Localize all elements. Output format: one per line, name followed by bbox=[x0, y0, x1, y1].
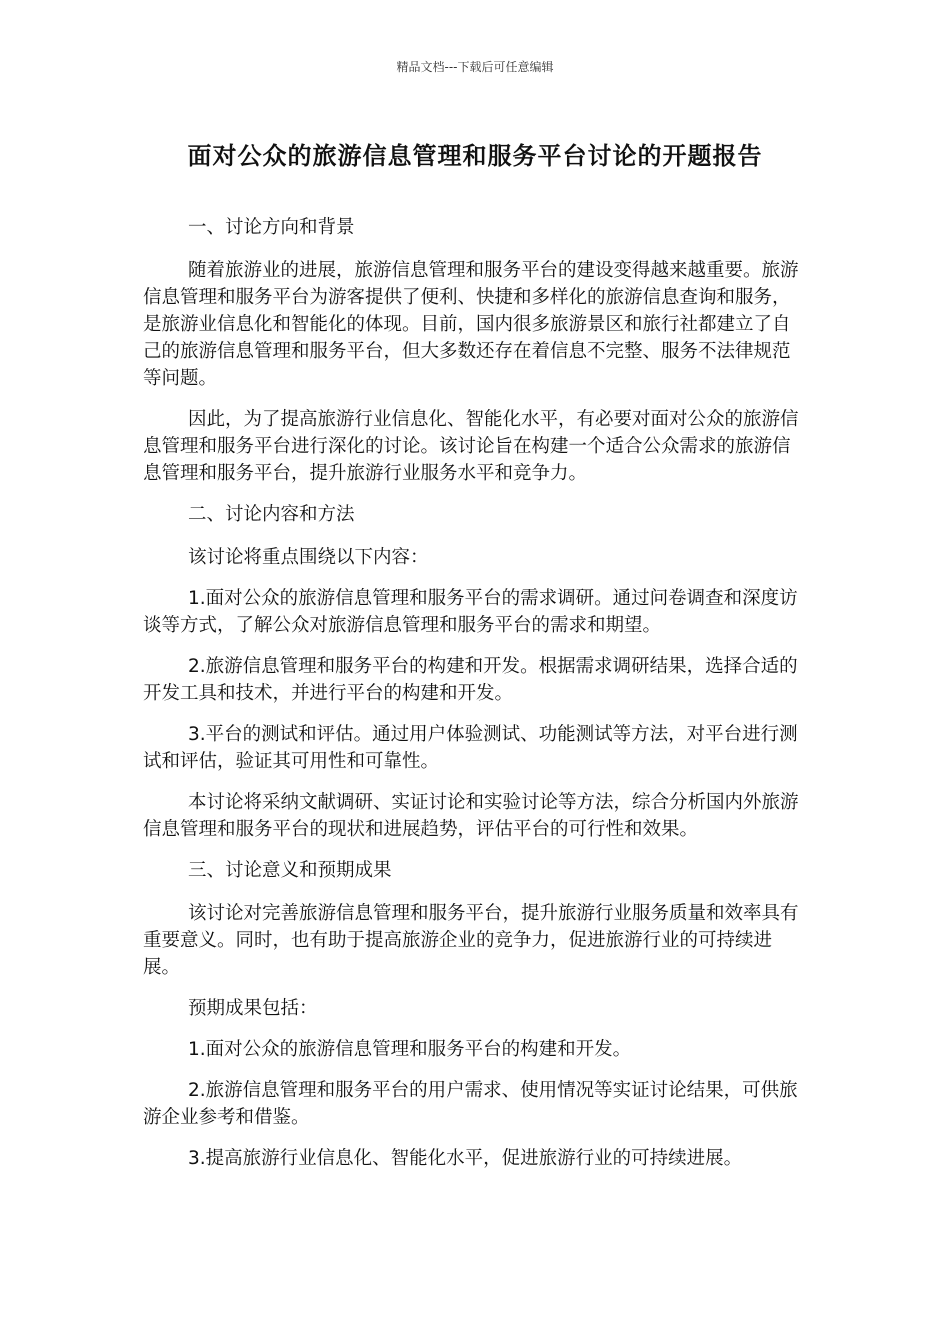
section-heading-2: 二、讨论内容和方法 bbox=[188, 504, 355, 525]
document-body bbox=[143, 214, 807, 1186]
list-item-outcome-3: 3.提高旅游行业信息化、智能化水平，促进旅游行业的可持续进展。 bbox=[188, 1148, 743, 1169]
section-heading-3: 三、讨论意义和预期成果 bbox=[188, 860, 392, 881]
list-item-outcome-1: 1.面对公众的旅游信息管理和服务平台的构建和开发。 bbox=[188, 1039, 632, 1060]
document-title: 面对公众的旅游信息管理和服务平台讨论的开题报告 bbox=[187, 142, 763, 170]
header-note: 精品文档---下载后可任意编辑 bbox=[396, 60, 554, 74]
paragraph-background-2: 因此，为了提高旅游行业信息化、智能化水平，有必要对面对公众的旅游信息管理和服务平台进行深化的讨论。该讨论旨在构建一个适合公众需求的旅游信息管理和服务平台，提升旅游行业服务水平和竞争力。 bbox=[143, 409, 799, 484]
list-item-content-1: 1.面对公众的旅游信息管理和服务平台的需求调研。通过问卷调查和深度访谈等方式，了解公众对旅游信息管理和服务平台的需求和期望。 bbox=[143, 588, 798, 636]
list-item-outcome-2: 2.旅游信息管理和服务平台的用户需求、使用情况等实证讨论结果，可供旅游企业参考和借鉴。 bbox=[143, 1080, 798, 1128]
list-item-content-2: 2.旅游信息管理和服务平台的构建和开发。根据需求调研结果，选择合适的开发工具和技术，并进行平台的构建和开发。 bbox=[143, 656, 798, 704]
paragraph-significance: 该讨论对完善旅游信息管理和服务平台，提升旅游行业服务质量和效率具有重要意义。同时，也有助于提高旅游企业的竞争力，促进旅游行业的可持续进展。 bbox=[143, 903, 799, 978]
paragraph-outcomes-intro: 预期成果包括： bbox=[188, 998, 318, 1019]
section-heading-1: 一、讨论方向和背景 bbox=[188, 217, 355, 238]
paragraph-background-1: 随着旅游业的进展，旅游信息管理和服务平台的建设变得越来越重要。旅游信息管理和服务平台为游客提供了便利、快捷和多样化的旅游信息查询和服务，是旅游业信息化和智能化的体现。目前，国内很多旅游景区和旅行社都建立了自己的旅游信息管理和服务平台，但大多数还存在着信息不完整、服务不法律规范等问题。 bbox=[143, 260, 799, 389]
list-item-content-3: 3.平台的测试和评估。通过用户体验测试、功能测试等方法，对平台进行测试和评估，验证其可用性和可靠性。 bbox=[143, 724, 798, 772]
paragraph-content-intro: 该讨论将重点围绕以下内容： bbox=[188, 547, 429, 568]
paragraph-methods: 本讨论将采纳文献调研、实证讨论和实验讨论等方法，综合分析国内外旅游信息管理和服务平台的现状和进展趋势，评估平台的可行性和效果。 bbox=[143, 792, 799, 840]
